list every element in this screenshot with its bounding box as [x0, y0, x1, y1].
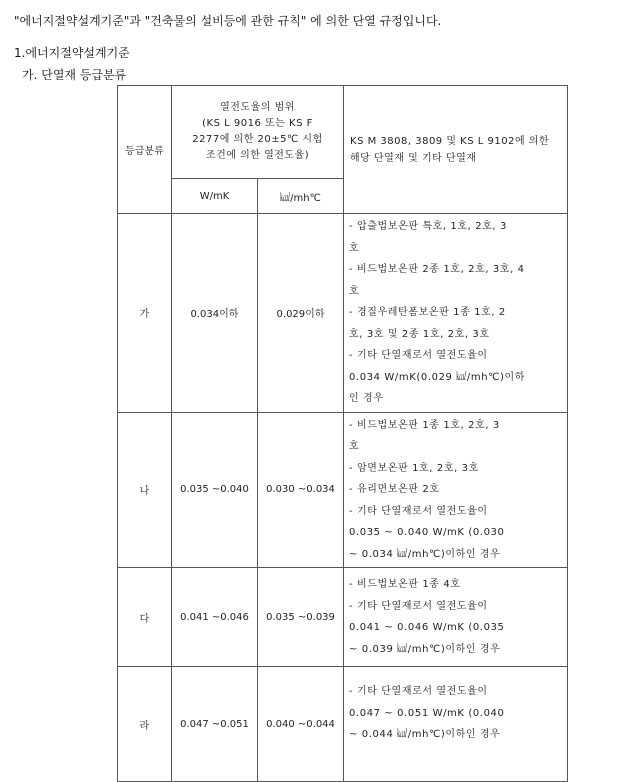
description-line: - 기타 단열재로서 열전도율이 — [349, 686, 488, 697]
intro-text: "에너지절약설계기준"과 "건축물의 설비등에 관한 규칙" 에 의한 단열 규정입니다. — [14, 14, 442, 28]
description-line: 호 — [349, 441, 360, 452]
table-row — [118, 667, 568, 782]
material-description-cell — [344, 412, 568, 568]
description-line: - 비드법보온판 1종 1호, 2호, 3 — [349, 419, 500, 431]
material-description-cell — [344, 568, 568, 667]
header-unit-kcal: ㎉/mh℃ — [258, 179, 344, 214]
header-range-line: 열전도율의 범위 — [220, 102, 295, 113]
description-line: 호, 3호 및 2종 1호, 2호, 3호 — [349, 328, 490, 340]
description-line: 0.047 ~ 0.051 W/mK (0.040 — [349, 707, 505, 719]
grade-cell: 다 — [118, 568, 172, 667]
header-range-line: 2277에 의한 20±5℃ 시험 — [192, 134, 323, 145]
description-line: 인 경우 — [349, 393, 384, 404]
description-line: 호 — [349, 242, 360, 254]
header-unit-wmk: W/mK — [172, 179, 258, 214]
description-line: - 압출법보온판 특호, 1호, 2호, 3 — [349, 221, 507, 232]
description-line: 0.035 ~ 0.040 W/mK (0.030 — [349, 527, 505, 538]
description-line: ~ 0.039 ㎉/mh℃)이하인 경우 — [349, 643, 501, 655]
grade-cell: 라 — [118, 667, 172, 782]
insulation-grade-table — [117, 85, 568, 782]
description-line: 0.034 W/mK(0.029 ㎉/mh℃)이하 — [349, 371, 525, 383]
description-line: - 암면보온판 1호, 2호, 3호 — [349, 462, 479, 474]
table-row — [118, 568, 568, 667]
description-line: 0.041 ~ 0.046 W/mK (0.035 — [349, 622, 505, 633]
description-line: - 유리면보온판 2호 — [349, 484, 440, 495]
subsection-heading-grade-classification: 가. 단열재 등급분류 — [22, 68, 127, 82]
header-grade: 등급분류 — [118, 86, 172, 214]
description-line: - 기타 단열재로서 열전도율이 — [349, 350, 488, 361]
material-description-cell — [344, 214, 568, 413]
kcal-cell: 0.040 ~0.044 — [258, 667, 344, 782]
description-line: - 비드법보온판 2종 1호, 2호, 3호, 4 — [349, 264, 525, 275]
description-line: ~ 0.034 ㎉/mh℃)이하인 경우 — [349, 548, 501, 560]
header-range-line: (KS L 9016 또는 KS F — [202, 118, 313, 129]
material-description-cell — [344, 667, 568, 782]
kcal-cell: 0.030 ~0.034 — [258, 412, 344, 568]
wmk-cell: 0.047 ~0.051 — [172, 667, 258, 782]
description-line: - 기타 단열재로서 열전도율이 — [349, 505, 488, 517]
wmk-cell: 0.041 ~0.046 — [172, 568, 258, 667]
table-row — [118, 214, 568, 413]
description-line: 호 — [349, 285, 360, 297]
table-row — [118, 412, 568, 568]
description-line: - 경질우레탄폼보온판 1종 1호, 2 — [349, 307, 506, 318]
header-range-line: 조건에 의한 열전도율) — [205, 150, 310, 161]
header-ks-material: KS M 3808, 3809 및 KS L 9102에 의한 해당 단열재 및 기타 단열재 — [344, 86, 568, 214]
header-conductivity-range — [172, 86, 344, 179]
kcal-cell: 0.029이하 — [258, 214, 344, 413]
wmk-cell: 0.034이하 — [172, 214, 258, 413]
wmk-cell: 0.035 ~0.040 — [172, 412, 258, 568]
description-line: ~ 0.044 ㎉/mh℃)이하인 경우 — [349, 729, 501, 740]
section-heading-energy-standard: 1.에너지절약설계기준 — [14, 46, 130, 60]
grade-cell: 가 — [118, 214, 172, 413]
description-line: - 기타 단열재로서 열전도율이 — [349, 600, 488, 612]
kcal-cell: 0.035 ~0.039 — [258, 568, 344, 667]
grade-cell: 나 — [118, 412, 172, 568]
description-line: - 비드법보온판 1종 4호 — [349, 579, 461, 590]
